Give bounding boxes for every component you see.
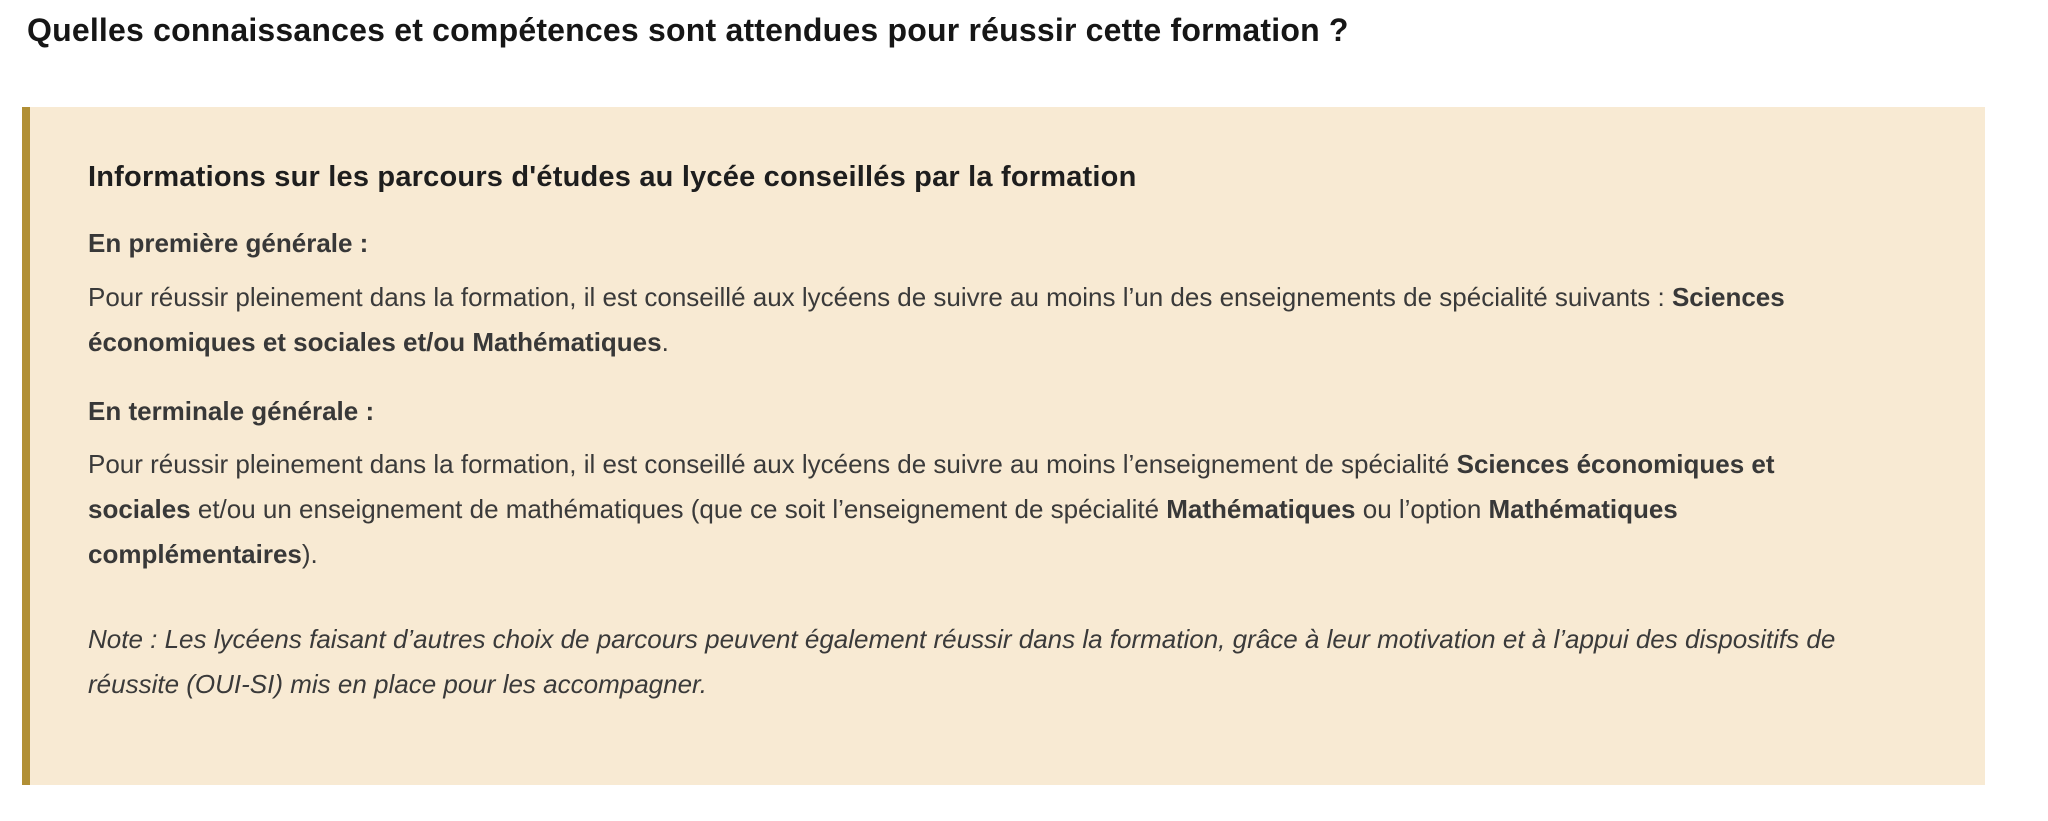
text-segment: . [661,326,669,357]
text-segment-bold: Mathématiques [1166,494,1356,525]
text-segment: ou l’option [1355,494,1489,525]
premiere-generale-label: En première générale : [88,227,369,258]
text-segment: ). [301,539,318,570]
text-segment-bold: Sciences économiques et sociales [88,449,1775,525]
note-paragraph: Note : Les lycéens faisant d’autres choix de parcours peuvent également réussir dans la formation, grâce à leur motivation et à l’appui des dispositifs de réussite (OUI-SI) mis en place pour les accompagner. [88,624,1836,700]
info-box [22,107,1985,785]
text-segment: Pour réussir pleinement dans la formation, il est conseillé aux lycéens de suivre au moins l’un des enseignements de spécialité suivants : [88,281,1672,312]
text-segment-bold: Mathématiques complémentaires [88,494,1678,570]
info-box-heading: Informations sur les parcours d'études au lycée conseillés par la formation [88,160,1137,193]
terminale-generale-label: En terminale générale : [88,395,375,426]
page-title: Quelles connaissances et compétences sont attendues pour réussir cette formation ? [27,12,1349,48]
premiere-generale-paragraph [88,275,1865,365]
terminale-generale-paragraph [88,442,1865,577]
text-segment-bold: Sciences économiques et sociales et/ou Mathématiques [88,281,1785,357]
text-segment: et/ou un enseignement de mathématiques (que ce soit l’enseignement de spécialité [190,494,1167,525]
text-segment: Pour réussir pleinement dans la formation, il est conseillé aux lycéens de suivre au moins l’enseignement de spécialité [88,449,1457,480]
